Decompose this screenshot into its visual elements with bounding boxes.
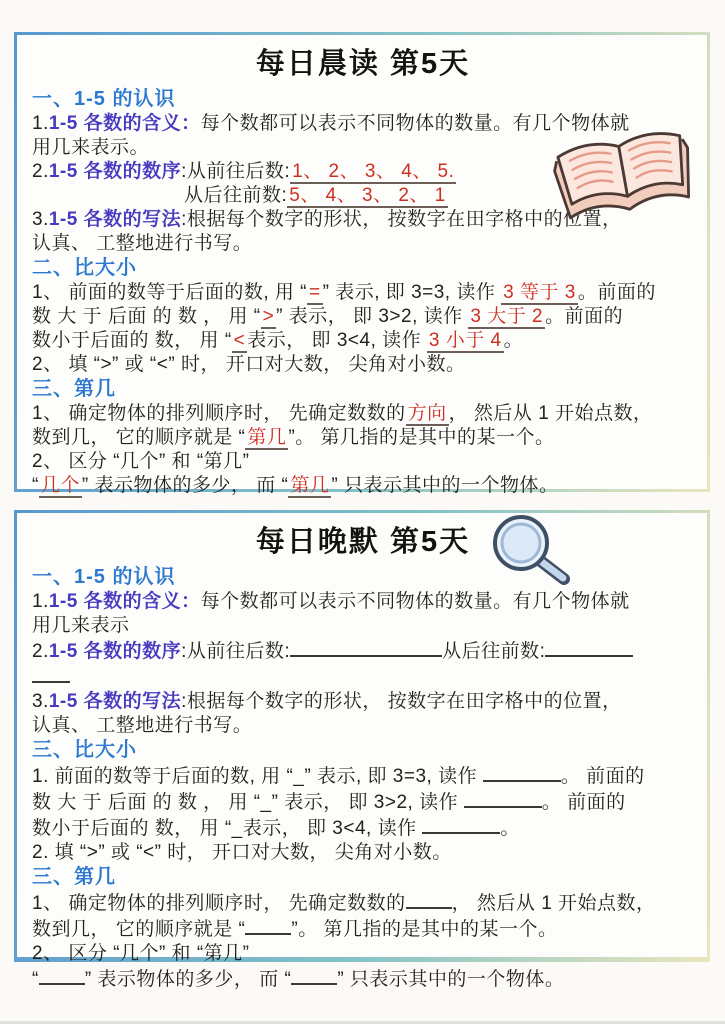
body-text: :从前往后数: [181, 641, 291, 662]
fill-in-blank [406, 890, 452, 909]
body-text: ” 表示， 即 3>2, 读作 [276, 306, 469, 327]
body-text: 数小于后面的 数， 用 “_表示， 即 3<4, 读作 [32, 818, 423, 839]
text-line [32, 789, 694, 815]
body-text: 每个数都可以表示不同物体的数量。有几个物体就 [200, 113, 630, 134]
body-text: 2. [32, 161, 49, 182]
body-text: 1、 前面的数等于后面的数, 用 “ [32, 282, 308, 303]
text-line [32, 353, 694, 377]
body-text: 认真、 工整地进行书写。 [32, 715, 253, 736]
body-text: 从后往前数: [442, 641, 546, 662]
body-text: “ [32, 969, 39, 990]
text-line [32, 614, 694, 638]
answer-red-underlined: 第几 [290, 475, 330, 496]
section-heading: 一、1-5 的认识 [32, 88, 176, 110]
section-heading: 一、1-5 的认识 [32, 566, 176, 588]
answer-red-underlined: 3 大于 2 [470, 306, 544, 327]
body-text: ， 然后从 1 开始点数， [451, 893, 656, 914]
body-text: 。前面的 [545, 306, 624, 327]
body-text: 1、 确定物体的排列顺序时， 先确定数数的 [32, 893, 406, 914]
answer-red-underlined: 几个 [40, 475, 80, 496]
body-text: 表示， 即 3<4, 读作 [247, 330, 427, 351]
text-line [32, 664, 694, 690]
body-text: 3. [32, 691, 49, 712]
text-line [32, 232, 694, 256]
body-text: ”。 第几指的是其中的某一个。 [288, 427, 555, 448]
fill-in-blank [32, 664, 70, 683]
text-line [32, 815, 694, 841]
panel-morning-reading [14, 32, 710, 496]
text-line [32, 590, 694, 614]
body-text: 数 大 于 后面 的 数 ， 用 “ [32, 306, 261, 327]
fill-in-blank [291, 966, 337, 985]
body-text: 数小于后面的 数， 用 “ [32, 330, 232, 351]
body-text: 2. 填 “>” 或 “<” 时， 开口对大数， 尖角对小数。 [32, 842, 452, 863]
answer-red-underlined: < [233, 330, 246, 351]
body-text: :根据每个数字的形状， 按数字在田字格中的位置， [181, 209, 622, 230]
answer-red-underlined: 1、 2、 3、 4、 5. [292, 161, 455, 182]
answer-red-underlined: > [262, 306, 275, 327]
body-text: 2. [32, 641, 49, 662]
text-line [32, 281, 694, 305]
text-line [32, 763, 694, 789]
body-text: “ [32, 475, 39, 496]
text-line [32, 474, 694, 498]
text-line [32, 450, 694, 474]
subtopic-label: 1-5 各数的含义 [48, 113, 182, 134]
body-text: ” 表示, 即 3=3, 读作 [322, 282, 502, 303]
evening-panel-content [32, 565, 694, 992]
fill-in-blank [422, 815, 500, 834]
text-line [32, 690, 694, 714]
section-heading: 三、比大小 [32, 739, 137, 761]
section-heading: 三、第几 [32, 866, 116, 888]
body-text: 用几来表示。 [32, 137, 150, 158]
text-line [32, 329, 694, 353]
morning-panel-title: 每日晨读 第5天 [255, 48, 471, 80]
subtopic-label: ： [181, 113, 201, 134]
body-text: ” 只表示其中的一个物体。 [337, 969, 565, 990]
body-text: :根据每个数字的形状， 按数字在田字格中的位置， [181, 691, 622, 712]
subtopic-label: ： [181, 591, 201, 612]
answer-red-underlined: 3 等于 3 [503, 282, 576, 303]
fill-in-blank [483, 763, 561, 782]
body-text: 。 前面的 [560, 766, 645, 787]
indent-space [32, 200, 184, 201]
fill-in-blank [545, 638, 633, 657]
answer-red-underlined: 第几 [247, 427, 287, 448]
body-text: ” 表示物体的多少， 而 “ [81, 475, 289, 496]
text-line [32, 714, 694, 738]
body-text: 从后往前数: [184, 185, 288, 206]
fill-in-blank [39, 966, 85, 985]
body-text: 用几来表示 [32, 615, 130, 636]
body-text: 。 [503, 330, 524, 351]
subtopic-label: 1-5 各数的含义 [48, 591, 182, 612]
answer-red-underlined: 5、 4、 3、 2、 1 [289, 185, 446, 206]
subtopic-label: 1-5 各数的数序 [48, 161, 182, 182]
evening-panel-title: 每日晚默 第5天 [255, 526, 471, 558]
body-text: ”。 第几指的是其中的某一个。 [291, 919, 558, 940]
answer-red-underlined: = [309, 282, 321, 303]
section-heading: 三、第几 [32, 378, 116, 400]
body-text: ， 然后从 1 开始点数， [448, 403, 653, 424]
body-text: 数到几， 它的顺序就是 “ [32, 919, 246, 940]
text-line [32, 305, 694, 329]
section-heading: 二、比大小 [32, 257, 137, 279]
body-text: 3. [32, 209, 49, 230]
fill-in-blank [464, 789, 542, 808]
body-text: 1. [32, 113, 49, 134]
subtopic-label: 1-5 各数的写法 [48, 691, 182, 712]
body-text: 数到几， 它的顺序就是 “ [32, 427, 246, 448]
text-line [32, 890, 694, 916]
body-text: 。 [500, 818, 520, 839]
text-line [32, 916, 694, 942]
subtopic-label: 1-5 各数的写法 [48, 209, 182, 230]
body-text: ” 表示物体的多少， 而 “ [84, 969, 292, 990]
text-line [32, 841, 694, 865]
text-line [32, 942, 694, 966]
body-text: 。 前面的 [541, 792, 626, 813]
body-text: 认真、 工整地进行书写。 [32, 233, 253, 254]
fill-in-blank [290, 638, 442, 657]
text-line [32, 966, 694, 992]
subtopic-label: 1-5 各数的数序 [48, 641, 182, 662]
body-text: 1、 确定物体的排列顺序时， 先确定数数的 [32, 403, 406, 424]
answer-red-underlined: 方向 [407, 403, 447, 424]
panel-evening-recitation [14, 510, 710, 990]
body-text: 每个数都可以表示不同物体的数量。有几个物体就 [200, 591, 630, 612]
text-line [32, 402, 694, 426]
body-text: 2、 区分 “几个” 和 “第几” [32, 943, 250, 964]
body-text: :从前往后数: [181, 161, 291, 182]
body-text: 1. 前面的数等于后面的数, 用 “_” 表示, 即 3=3, 读作 [32, 766, 483, 787]
body-text: 1. [32, 591, 49, 612]
answer-red-underlined: 3 小于 4 [428, 330, 502, 351]
text-line [32, 426, 694, 450]
open-book-icon [549, 127, 699, 225]
body-text: 数 大 于 后面 的 数 ， 用 “_” 表示， 即 3>2, 读作 [32, 792, 464, 813]
body-text: 2、 区分 “几个” 和 “第几” [32, 451, 250, 472]
body-text: 2、 填 “>” 或 “<” 时， 开口对大数， 尖角对小数。 [32, 354, 466, 375]
text-line [32, 638, 694, 664]
magnifier-icon [488, 513, 580, 587]
body-text: ” 只表示其中的一个物体。 [331, 475, 559, 496]
body-text: 。前面的 [577, 282, 656, 303]
fill-in-blank [245, 916, 291, 935]
